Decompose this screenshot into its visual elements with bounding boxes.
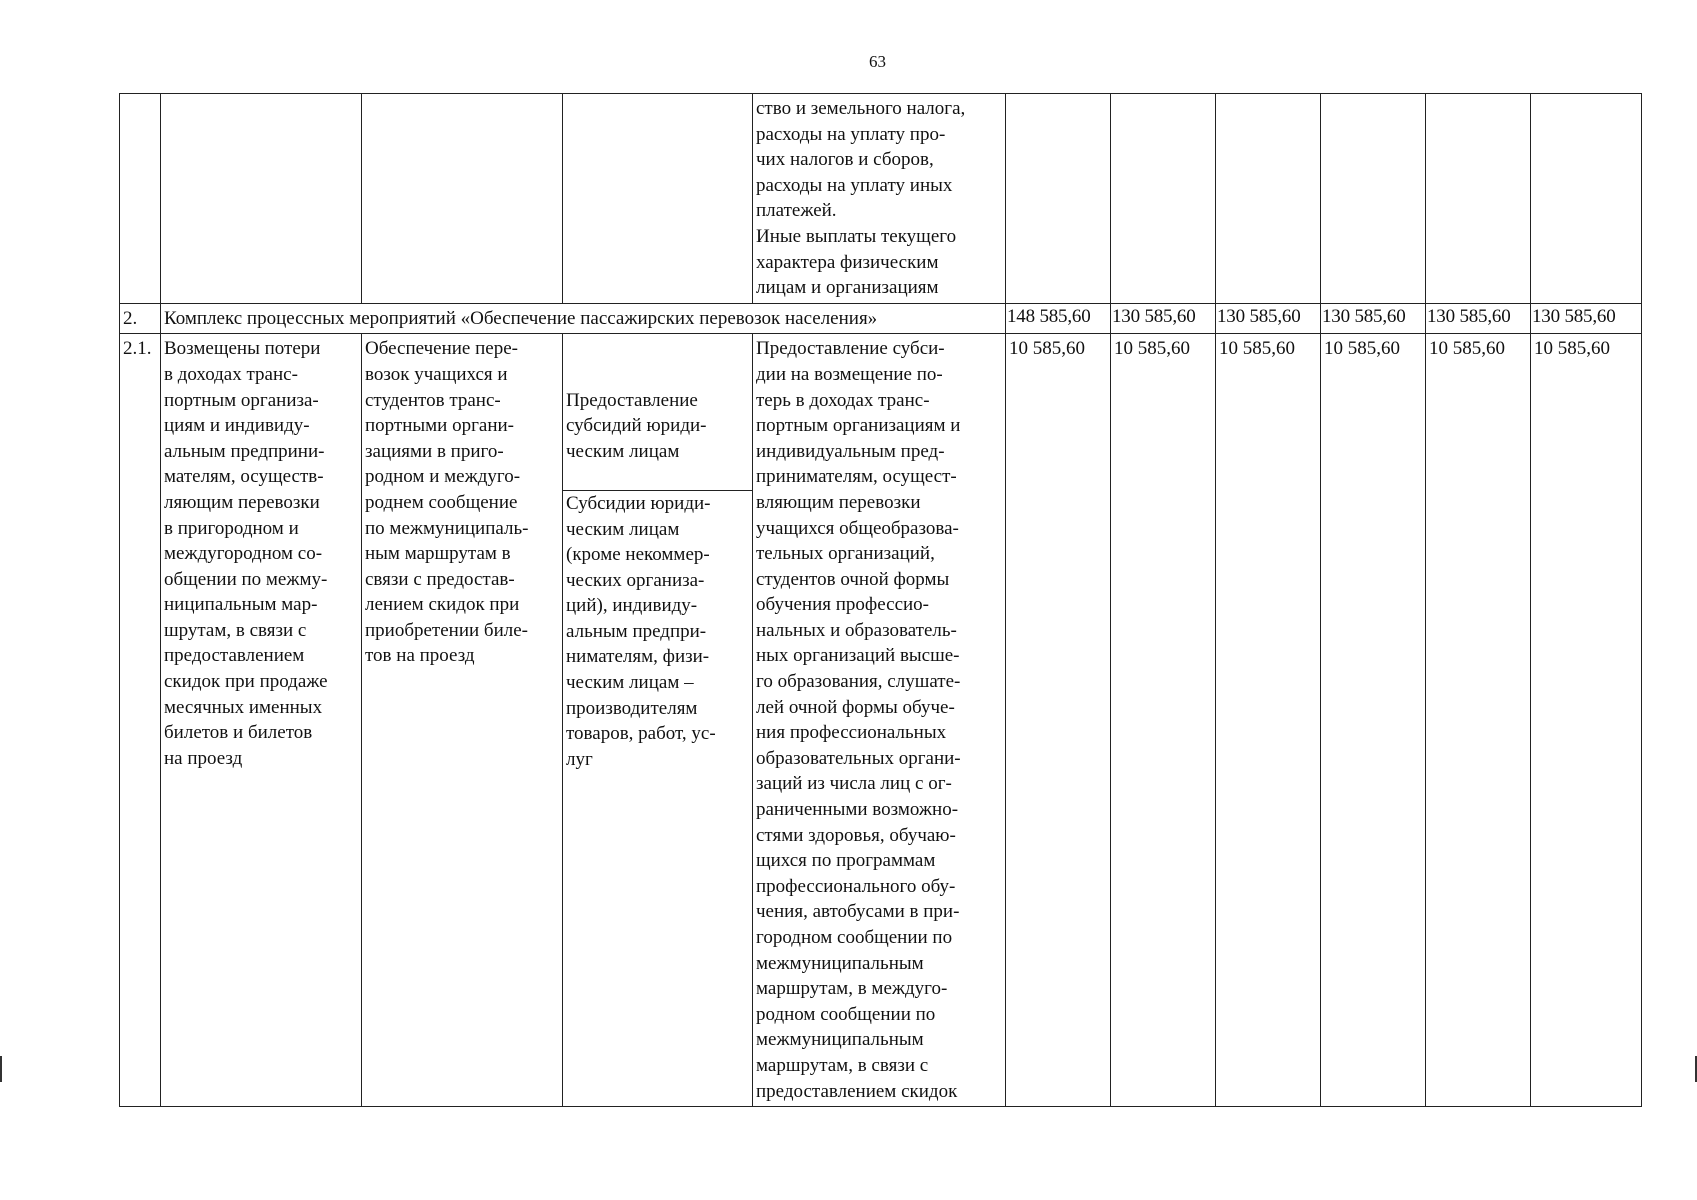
item-result: Возмещены потери в доходах транс- портным организа- циям и индивиду- альным предприни- мателям, осуществ- ляющим перевозки в пригородном и междугородном со- общении по межму- ниципальным мар- шрутам, в связи с предоставлением скидок при продаже месячных именных билетов и билетов на проезд [161, 334, 362, 1107]
item-type [563, 334, 753, 1107]
complex-value: 148 585,60 [1006, 303, 1111, 334]
item-type-top: Предоставление субсидий юриди- ческим лицам [566, 389, 707, 462]
item-value: 10 585,60 [1426, 334, 1531, 1107]
cell-value-empty [1216, 94, 1321, 304]
budget-table [119, 93, 1642, 1107]
item-value: 10 585,60 [1111, 334, 1216, 1107]
complex-title: Комплекс процессных мероприятий «Обеспечение пассажирских перевозок населения» [161, 303, 1006, 334]
cell-value-empty [1111, 94, 1216, 304]
complex-value: 130 585,60 [1321, 303, 1426, 334]
item-type-bottom: Субсидии юриди- ческим лицам (кроме некоммер- ческих организа- ций), индивиду- альным предпри- нимателям, физи- ческим лицам – производителям товаров, работ, ус- луг [563, 490, 752, 773]
cell-measure-empty [362, 94, 563, 304]
left-edge-mark [0, 1056, 2, 1082]
item-value: 10 585,60 [1006, 334, 1111, 1107]
cell-value-empty [1006, 94, 1111, 304]
item-row [120, 334, 1642, 1107]
complex-number: 2. [120, 303, 161, 334]
item-number: 2.1. [120, 334, 161, 1107]
continuation-row [120, 94, 1642, 304]
complex-value: 130 585,60 [1216, 303, 1321, 334]
page-number: 63 [869, 52, 886, 71]
complex-value: 130 585,60 [1111, 303, 1216, 334]
item-value: 10 585,60 [1531, 334, 1642, 1107]
item-value: 10 585,60 [1321, 334, 1426, 1107]
cell-result-empty [161, 94, 362, 304]
complex-row [120, 303, 1642, 334]
cell-type-empty [563, 94, 753, 304]
cell-value-empty [1531, 94, 1642, 304]
cell-number-empty [120, 94, 161, 304]
item-measure: Обеспечение пере- возок учащихся и студентов транс- портными органи- зациями в приго- родном и междуго- роднем сообщение по межмуниципаль- ным маршрутам в связи с предостав- лением скидок при приобретении биле- тов на проезд [362, 334, 563, 1107]
item-description: Предоставление субси- дии на возмещение по- терь в доходах транс- портным организациям и индивидуальным пред- принимателям, осущест- вляющим перевозки учащихся общеобразова- тельных организаций, студентов очной формы обучения профессио- нальных и образователь- ных организаций высше- го образования, слушате- лей очной формы обуче- ния профессиональных образовательных органи- заций из числа лиц с ог- раниченными возможно- стями здоровья, обучаю- щихся по программам профессионального обу- чения, автобусами в при- городном сообщении по межмуниципальным маршрутам, в междуго- родном сообщении по межмуниципальным маршрутам, в связи с предоставлением скидок [753, 334, 1006, 1107]
cell-value-empty [1321, 94, 1426, 304]
cell-value-empty [1426, 94, 1531, 304]
item-value: 10 585,60 [1216, 334, 1321, 1107]
cell-description-continued: ство и земельного налога, расходы на уплату про- чих налогов и сборов, расходы на уплату иных платежей. Иные выплаты текущего характера физическим лицам и организациям [753, 94, 1006, 304]
complex-value: 130 585,60 [1531, 303, 1642, 334]
complex-value: 130 585,60 [1426, 303, 1531, 334]
